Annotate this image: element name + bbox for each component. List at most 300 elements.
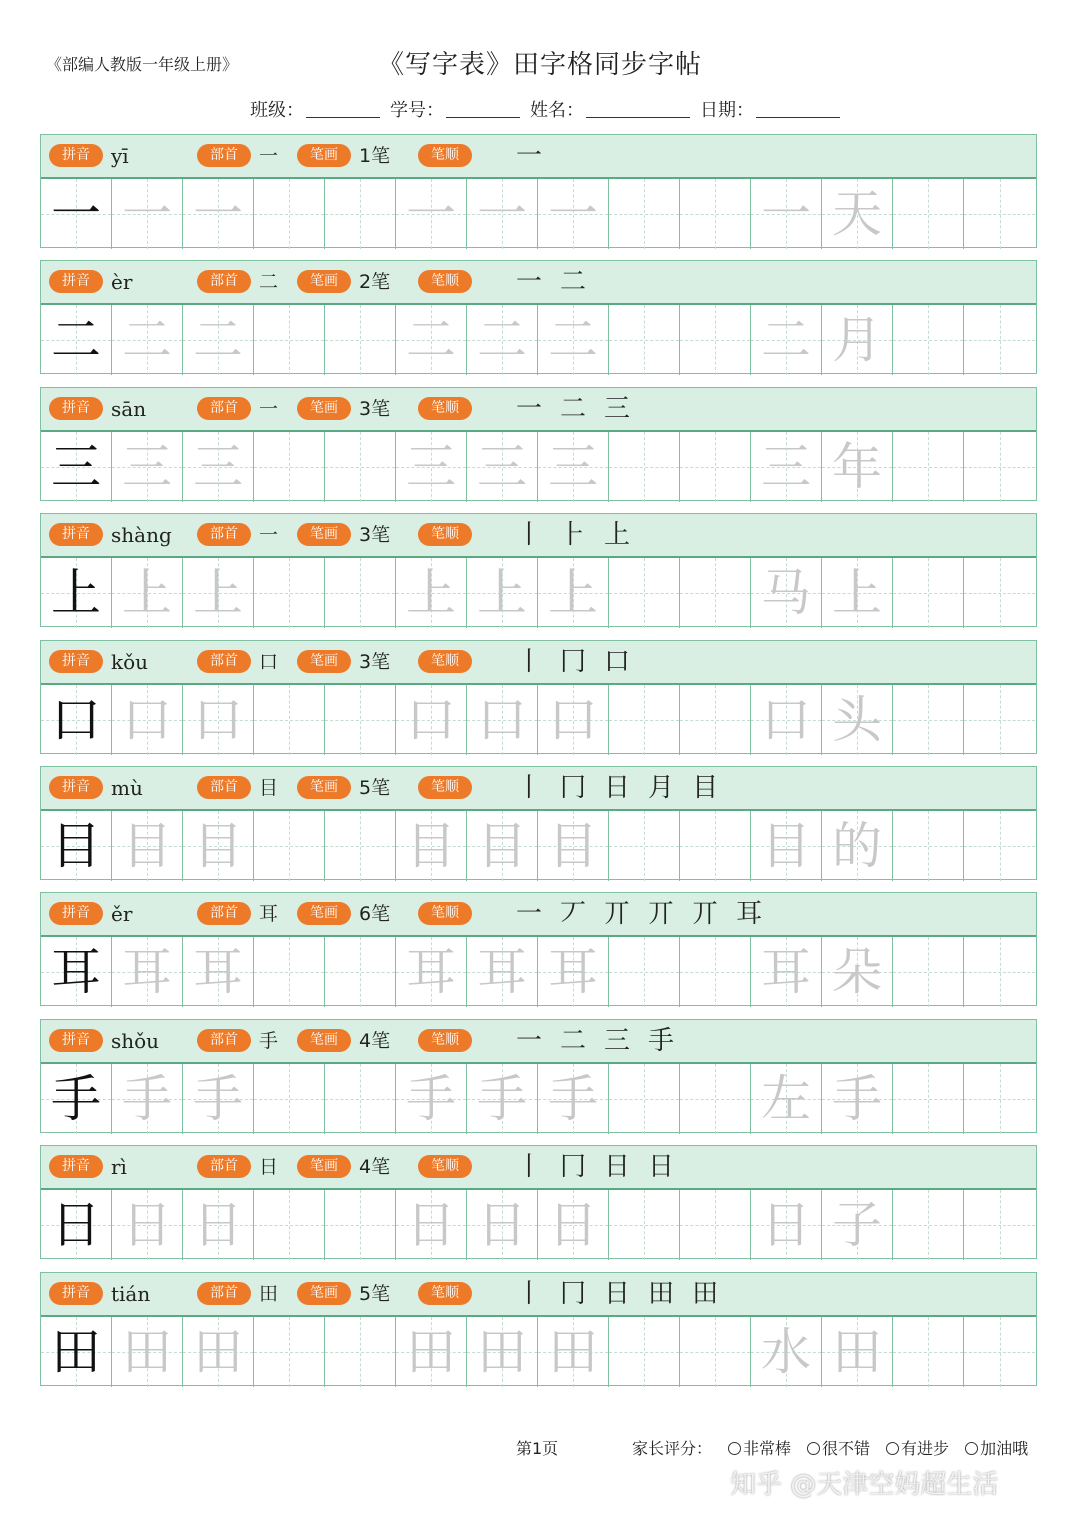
order-tag: 笔顺 — [418, 270, 472, 293]
grid-cell[interactable] — [41, 1064, 112, 1134]
trace-char: 口 — [122, 690, 172, 749]
grid-cell[interactable] — [396, 1317, 467, 1387]
grid-cell[interactable] — [325, 1064, 396, 1134]
grid-cell[interactable] — [609, 558, 680, 628]
grid-cell[interactable] — [254, 558, 325, 628]
stroke-step: 日 — [648, 1152, 693, 1183]
stroke-count: 6笔 — [359, 903, 391, 926]
grid-cell[interactable] — [112, 179, 183, 249]
grid-cell[interactable] — [254, 1064, 325, 1134]
grid-cell[interactable] — [183, 305, 254, 375]
grid-cell[interactable] — [396, 937, 467, 1007]
grid-cell[interactable] — [822, 1317, 893, 1387]
stroke-order — [516, 897, 780, 931]
strokes-tag: 笔画 — [297, 650, 351, 673]
grid-cell[interactable] — [822, 179, 893, 249]
word-char: 子 — [832, 1196, 882, 1255]
grid-cell[interactable] — [112, 558, 183, 628]
grid-cell[interactable] — [680, 179, 751, 249]
eval-option-label: 有进步 — [901, 1439, 950, 1458]
stroke-step: 冂 — [560, 772, 605, 803]
trace-char: 田 — [193, 1322, 243, 1381]
word-char: 三 — [761, 437, 811, 496]
grid-cell[interactable] — [41, 305, 112, 375]
trace-char: 田 — [406, 1322, 456, 1381]
grid-cell[interactable] — [467, 432, 538, 502]
grid-cell[interactable] — [751, 1064, 822, 1134]
order-tag: 笔顺 — [418, 902, 472, 925]
grid-cell[interactable] — [964, 305, 1035, 375]
grid-cell[interactable] — [964, 685, 1035, 755]
trace-char: 上 — [193, 564, 243, 623]
pinyin-value: shàng — [111, 523, 172, 548]
grid-cell[interactable] — [680, 1317, 751, 1387]
order-tag: 笔顺 — [418, 1282, 472, 1305]
grid-cell[interactable] — [751, 937, 822, 1007]
grid-cell[interactable] — [964, 432, 1035, 502]
grid-cell[interactable] — [609, 1064, 680, 1134]
grid-cell[interactable] — [964, 811, 1035, 881]
character-row — [40, 134, 1037, 248]
field-blank[interactable] — [446, 101, 520, 118]
eval-option[interactable] — [965, 1439, 1028, 1458]
pinyin-value: tián — [111, 1281, 151, 1306]
model-char: 口 — [51, 690, 101, 749]
stroke-step: 一 — [516, 267, 561, 298]
grid-cell[interactable] — [467, 305, 538, 375]
grid-cell[interactable] — [254, 305, 325, 375]
grid-cell[interactable] — [254, 179, 325, 249]
grid-cell[interactable] — [183, 432, 254, 502]
grid-cell[interactable] — [396, 811, 467, 881]
grid-cell[interactable] — [41, 1190, 112, 1260]
word-char: 年 — [832, 437, 882, 496]
grid-cell[interactable] — [183, 558, 254, 628]
grid-cell[interactable] — [538, 432, 609, 502]
character-row — [40, 1145, 1037, 1259]
grid-cell[interactable] — [183, 1190, 254, 1260]
word-char: 马 — [761, 564, 811, 623]
stroke-step: 丌 — [692, 899, 737, 930]
tian-grid — [41, 811, 1036, 881]
tian-grid — [41, 305, 1036, 375]
grid-cell[interactable] — [183, 1317, 254, 1387]
grid-cell[interactable] — [538, 179, 609, 249]
trace-char: 田 — [477, 1322, 527, 1381]
grid-cell[interactable] — [325, 1317, 396, 1387]
grid-cell[interactable] — [467, 937, 538, 1007]
grid-cell[interactable] — [964, 1190, 1035, 1260]
grid-cell[interactable] — [893, 179, 964, 249]
grid-cell[interactable] — [822, 1190, 893, 1260]
grid-cell[interactable] — [396, 1190, 467, 1260]
grid-cell[interactable] — [893, 937, 964, 1007]
grid-cell[interactable] — [893, 1317, 964, 1387]
radical-tag: 部首 — [197, 270, 251, 293]
order-tag: 笔顺 — [418, 1155, 472, 1178]
grid-cell[interactable] — [325, 811, 396, 881]
pinyin-tag: 拼音 — [49, 776, 103, 799]
grid-cell[interactable] — [396, 179, 467, 249]
grid-cell[interactable] — [751, 1317, 822, 1387]
grid-cell[interactable] — [325, 685, 396, 755]
grid-cell[interactable] — [112, 811, 183, 881]
pinyin-value: ěr — [111, 902, 133, 927]
grid-cell[interactable] — [751, 305, 822, 375]
grid-cell[interactable] — [680, 305, 751, 375]
grid-cell[interactable] — [822, 937, 893, 1007]
page-number: 第1页 — [516, 1439, 559, 1458]
radical-value: 手 — [259, 1029, 279, 1052]
word-char: 二 — [761, 311, 811, 370]
grid-cell[interactable] — [538, 685, 609, 755]
model-char: 目 — [51, 816, 101, 875]
trace-char: 三 — [122, 437, 172, 496]
grid-cell[interactable] — [325, 558, 396, 628]
stroke-step: 丆 — [560, 899, 605, 930]
grid-cell[interactable] — [112, 305, 183, 375]
grid-cell[interactable] — [538, 1317, 609, 1387]
row-header — [41, 261, 1036, 305]
stroke-step: 月 — [648, 772, 693, 803]
model-char: 手 — [51, 1069, 101, 1128]
stroke-order — [516, 518, 648, 552]
grid-cell[interactable] — [538, 558, 609, 628]
pinyin-value: rì — [111, 1155, 127, 1180]
stroke-step: 二 — [560, 267, 605, 298]
grid-cell[interactable] — [467, 811, 538, 881]
trace-char: 二 — [477, 311, 527, 370]
stroke-order — [516, 139, 560, 173]
grid-cell[interactable] — [183, 1064, 254, 1134]
trace-char: 手 — [122, 1069, 172, 1128]
trace-char: 口 — [193, 690, 243, 749]
word-char: 一 — [761, 185, 811, 243]
character-row — [40, 640, 1037, 754]
grid-cell[interactable] — [325, 432, 396, 502]
trace-char: 手 — [548, 1069, 598, 1128]
grid-cell[interactable] — [325, 305, 396, 375]
pinyin-value: kǒu — [111, 649, 149, 674]
grid-cell[interactable] — [822, 1064, 893, 1134]
grid-cell[interactable] — [538, 1190, 609, 1260]
trace-char: 日 — [193, 1196, 243, 1255]
grid-cell[interactable] — [609, 937, 680, 1007]
grid-cell[interactable] — [41, 937, 112, 1007]
stroke-step: 上 — [604, 520, 649, 551]
grid-cell[interactable] — [254, 432, 325, 502]
character-row — [40, 513, 1037, 627]
grid-cell[interactable] — [538, 811, 609, 881]
pinyin-tag: 拼音 — [49, 1282, 103, 1305]
grid-cell[interactable] — [538, 305, 609, 375]
grid-cell[interactable] — [254, 1190, 325, 1260]
grid-cell[interactable] — [467, 1317, 538, 1387]
model-char: 一 — [51, 185, 101, 243]
grid-cell[interactable] — [680, 558, 751, 628]
grid-cell[interactable] — [183, 811, 254, 881]
stroke-count: 3笔 — [359, 397, 391, 420]
stroke-step: 耳 — [736, 899, 781, 930]
trace-char: 二 — [548, 311, 598, 370]
stroke-step: 冂 — [560, 1278, 605, 1309]
stroke-step: 田 — [692, 1278, 737, 1309]
trace-char: 目 — [122, 816, 172, 875]
pinyin-tag: 拼音 — [49, 144, 103, 167]
grid-cell[interactable] — [396, 558, 467, 628]
grid-cell[interactable] — [183, 685, 254, 755]
grid-cell[interactable] — [609, 811, 680, 881]
stroke-step: ⺊ — [560, 520, 605, 551]
character-row — [40, 1019, 1037, 1133]
grid-cell[interactable] — [751, 179, 822, 249]
pinyin-tag: 拼音 — [49, 650, 103, 673]
grid-cell[interactable] — [609, 305, 680, 375]
grid-cell[interactable] — [183, 179, 254, 249]
row-header — [41, 1146, 1036, 1190]
field-blank[interactable] — [586, 101, 690, 118]
trace-char: 一 — [477, 185, 527, 243]
grid-cell[interactable] — [396, 432, 467, 502]
grid-cell[interactable] — [680, 1190, 751, 1260]
grid-cell[interactable] — [112, 1190, 183, 1260]
trace-char: 口 — [548, 690, 598, 749]
trace-char: 手 — [193, 1069, 243, 1128]
grid-cell[interactable] — [680, 432, 751, 502]
grid-cell[interactable] — [751, 685, 822, 755]
trace-char: 耳 — [122, 943, 172, 1002]
eval-option-label: 非常棒 — [743, 1439, 792, 1458]
word-char: 左 — [761, 1069, 811, 1128]
trace-char: 耳 — [548, 943, 598, 1002]
pinyin-value: shǒu — [111, 1028, 160, 1053]
grid-cell[interactable] — [893, 432, 964, 502]
grid-cell[interactable] — [893, 1190, 964, 1260]
grid-cell[interactable] — [112, 1317, 183, 1387]
model-char: 田 — [51, 1322, 101, 1381]
radical-value: 二 — [259, 271, 279, 294]
stroke-step: 一 — [516, 899, 561, 930]
grid-cell[interactable] — [112, 1064, 183, 1134]
grid-cell[interactable] — [751, 558, 822, 628]
grid-cell[interactable] — [325, 937, 396, 1007]
grid-cell[interactable] — [41, 685, 112, 755]
radical-value: 一 — [259, 145, 279, 167]
radical-tag: 部首 — [197, 650, 251, 673]
radical-value: 一 — [259, 397, 279, 420]
field-blank[interactable] — [756, 101, 840, 118]
radical-value: 口 — [259, 650, 279, 673]
grid-cell[interactable] — [822, 558, 893, 628]
word-char: 头 — [832, 690, 882, 749]
stroke-count: 3笔 — [359, 524, 391, 547]
pinyin-value: èr — [111, 270, 133, 295]
grid-cell[interactable] — [680, 685, 751, 755]
trace-char: 日 — [477, 1196, 527, 1255]
stroke-step: 丨 — [516, 646, 561, 677]
stroke-step: 丨 — [516, 1152, 561, 1183]
stroke-count: 5笔 — [359, 1282, 391, 1305]
trace-char: 日 — [548, 1196, 598, 1255]
order-tag: 笔顺 — [418, 397, 472, 420]
word-char: 水 — [761, 1322, 811, 1381]
pinyin-value: sān — [111, 396, 147, 421]
stroke-count: 5笔 — [359, 776, 391, 799]
radical-tag: 部首 — [197, 902, 251, 925]
eval-option[interactable] — [807, 1439, 870, 1458]
trace-char: 三 — [548, 437, 598, 496]
edition-label: 《部编人教版一年级上册》 — [46, 55, 239, 74]
grid-cell[interactable] — [964, 1317, 1035, 1387]
stroke-order — [516, 1277, 736, 1311]
stroke-step: 一 — [516, 1025, 561, 1056]
stroke-step: 冂 — [560, 646, 605, 677]
grid-cell[interactable] — [680, 811, 751, 881]
grid-cell[interactable] — [822, 305, 893, 375]
radio-circle-icon[interactable] — [965, 1442, 978, 1455]
grid-cell[interactable] — [609, 685, 680, 755]
grid-cell[interactable] — [822, 811, 893, 881]
grid-cell[interactable] — [893, 685, 964, 755]
stroke-step: 丨 — [516, 772, 561, 803]
grid-cell[interactable] — [396, 1064, 467, 1134]
radio-circle-icon[interactable] — [886, 1442, 899, 1455]
grid-cell[interactable] — [325, 179, 396, 249]
grid-cell[interactable] — [680, 1064, 751, 1134]
order-tag: 笔顺 — [418, 523, 472, 546]
field-blank[interactable] — [306, 101, 380, 118]
grid-cell[interactable] — [609, 1190, 680, 1260]
grid-cell[interactable] — [751, 1190, 822, 1260]
character-row — [40, 1272, 1037, 1386]
trace-char: 手 — [477, 1069, 527, 1128]
tian-grid — [41, 432, 1036, 502]
word-char: 耳 — [761, 943, 811, 1002]
character-row — [40, 766, 1037, 880]
stroke-step: 冂 — [560, 1152, 605, 1183]
grid-cell[interactable] — [41, 558, 112, 628]
eval-option[interactable] — [886, 1439, 949, 1458]
stroke-step: 一 — [516, 393, 561, 424]
grid-cell[interactable] — [822, 685, 893, 755]
trace-char: 目 — [406, 816, 456, 875]
row-header — [41, 767, 1036, 811]
model-char: 日 — [51, 1196, 101, 1255]
grid-cell[interactable] — [467, 558, 538, 628]
stroke-step: 丨 — [516, 1278, 561, 1309]
grid-cell[interactable] — [609, 179, 680, 249]
radical-value: 田 — [259, 1282, 279, 1305]
grid-cell[interactable] — [396, 305, 467, 375]
eval-label: 家长评分： — [632, 1439, 713, 1458]
grid-cell[interactable] — [254, 937, 325, 1007]
radical-tag: 部首 — [197, 144, 251, 167]
grid-cell[interactable] — [254, 685, 325, 755]
eval-option[interactable] — [728, 1439, 791, 1458]
strokes-tag: 笔画 — [297, 270, 351, 293]
trace-char: 上 — [122, 564, 172, 623]
grid-cell[interactable] — [538, 1064, 609, 1134]
grid-cell[interactable] — [41, 1317, 112, 1387]
watermark: 知乎 @天津空妈超生活 — [730, 1470, 999, 1500]
stroke-step: 二 — [560, 393, 605, 424]
practice-rows — [40, 134, 1039, 1398]
grid-cell[interactable] — [751, 432, 822, 502]
grid-cell[interactable] — [893, 811, 964, 881]
trace-char: 三 — [477, 437, 527, 496]
grid-cell[interactable] — [325, 1190, 396, 1260]
radical-tag: 部首 — [197, 1029, 251, 1052]
grid-cell[interactable] — [609, 432, 680, 502]
radical-value: 耳 — [259, 903, 279, 926]
grid-cell[interactable] — [893, 1064, 964, 1134]
stroke-step: 丌 — [604, 899, 649, 930]
stroke-step: 日 — [604, 1152, 649, 1183]
trace-char: 口 — [406, 690, 456, 749]
parent-evaluation — [632, 1436, 1028, 1459]
grid-cell[interactable] — [964, 937, 1035, 1007]
grid-cell[interactable] — [538, 937, 609, 1007]
strokes-tag: 笔画 — [297, 144, 351, 167]
grid-cell[interactable] — [41, 811, 112, 881]
grid-cell[interactable] — [822, 432, 893, 502]
grid-cell[interactable] — [680, 937, 751, 1007]
grid-cell[interactable] — [893, 558, 964, 628]
grid-cell[interactable] — [964, 558, 1035, 628]
stroke-count: 4笔 — [359, 1029, 391, 1052]
grid-cell[interactable] — [183, 937, 254, 1007]
field-label: 日期： — [700, 100, 754, 121]
pinyin-tag: 拼音 — [49, 1029, 103, 1052]
word-char: 的 — [832, 816, 882, 875]
radical-value: 目 — [259, 776, 279, 799]
model-char: 耳 — [51, 943, 101, 1002]
word-char: 口 — [761, 690, 811, 749]
grid-cell[interactable] — [467, 1064, 538, 1134]
character-row — [40, 892, 1037, 1006]
trace-char: 田 — [548, 1322, 598, 1381]
grid-cell[interactable] — [41, 179, 112, 249]
grid-cell[interactable] — [964, 179, 1035, 249]
stroke-order — [516, 645, 648, 679]
grid-cell[interactable] — [609, 1317, 680, 1387]
grid-cell[interactable] — [964, 1064, 1035, 1134]
grid-cell[interactable] — [112, 937, 183, 1007]
trace-char: 田 — [122, 1322, 172, 1381]
radio-circle-icon[interactable] — [807, 1442, 820, 1455]
grid-cell[interactable] — [112, 432, 183, 502]
grid-cell[interactable] — [112, 685, 183, 755]
stroke-step: 一 — [516, 141, 561, 171]
grid-cell[interactable] — [254, 811, 325, 881]
trace-char: 目 — [477, 816, 527, 875]
grid-cell[interactable] — [893, 305, 964, 375]
character-row — [40, 387, 1037, 501]
trace-char: 日 — [406, 1196, 456, 1255]
field-label: 姓名： — [530, 100, 584, 121]
grid-cell[interactable] — [254, 1317, 325, 1387]
grid-cell[interactable] — [396, 685, 467, 755]
radio-circle-icon[interactable] — [728, 1442, 741, 1455]
grid-cell[interactable] — [41, 432, 112, 502]
grid-cell[interactable] — [467, 685, 538, 755]
grid-cell[interactable] — [467, 179, 538, 249]
grid-cell[interactable] — [751, 811, 822, 881]
trace-char: 手 — [406, 1069, 456, 1128]
stroke-step: 口 — [604, 646, 649, 677]
word-char: 天 — [832, 185, 882, 243]
grid-cell[interactable] — [467, 1190, 538, 1260]
